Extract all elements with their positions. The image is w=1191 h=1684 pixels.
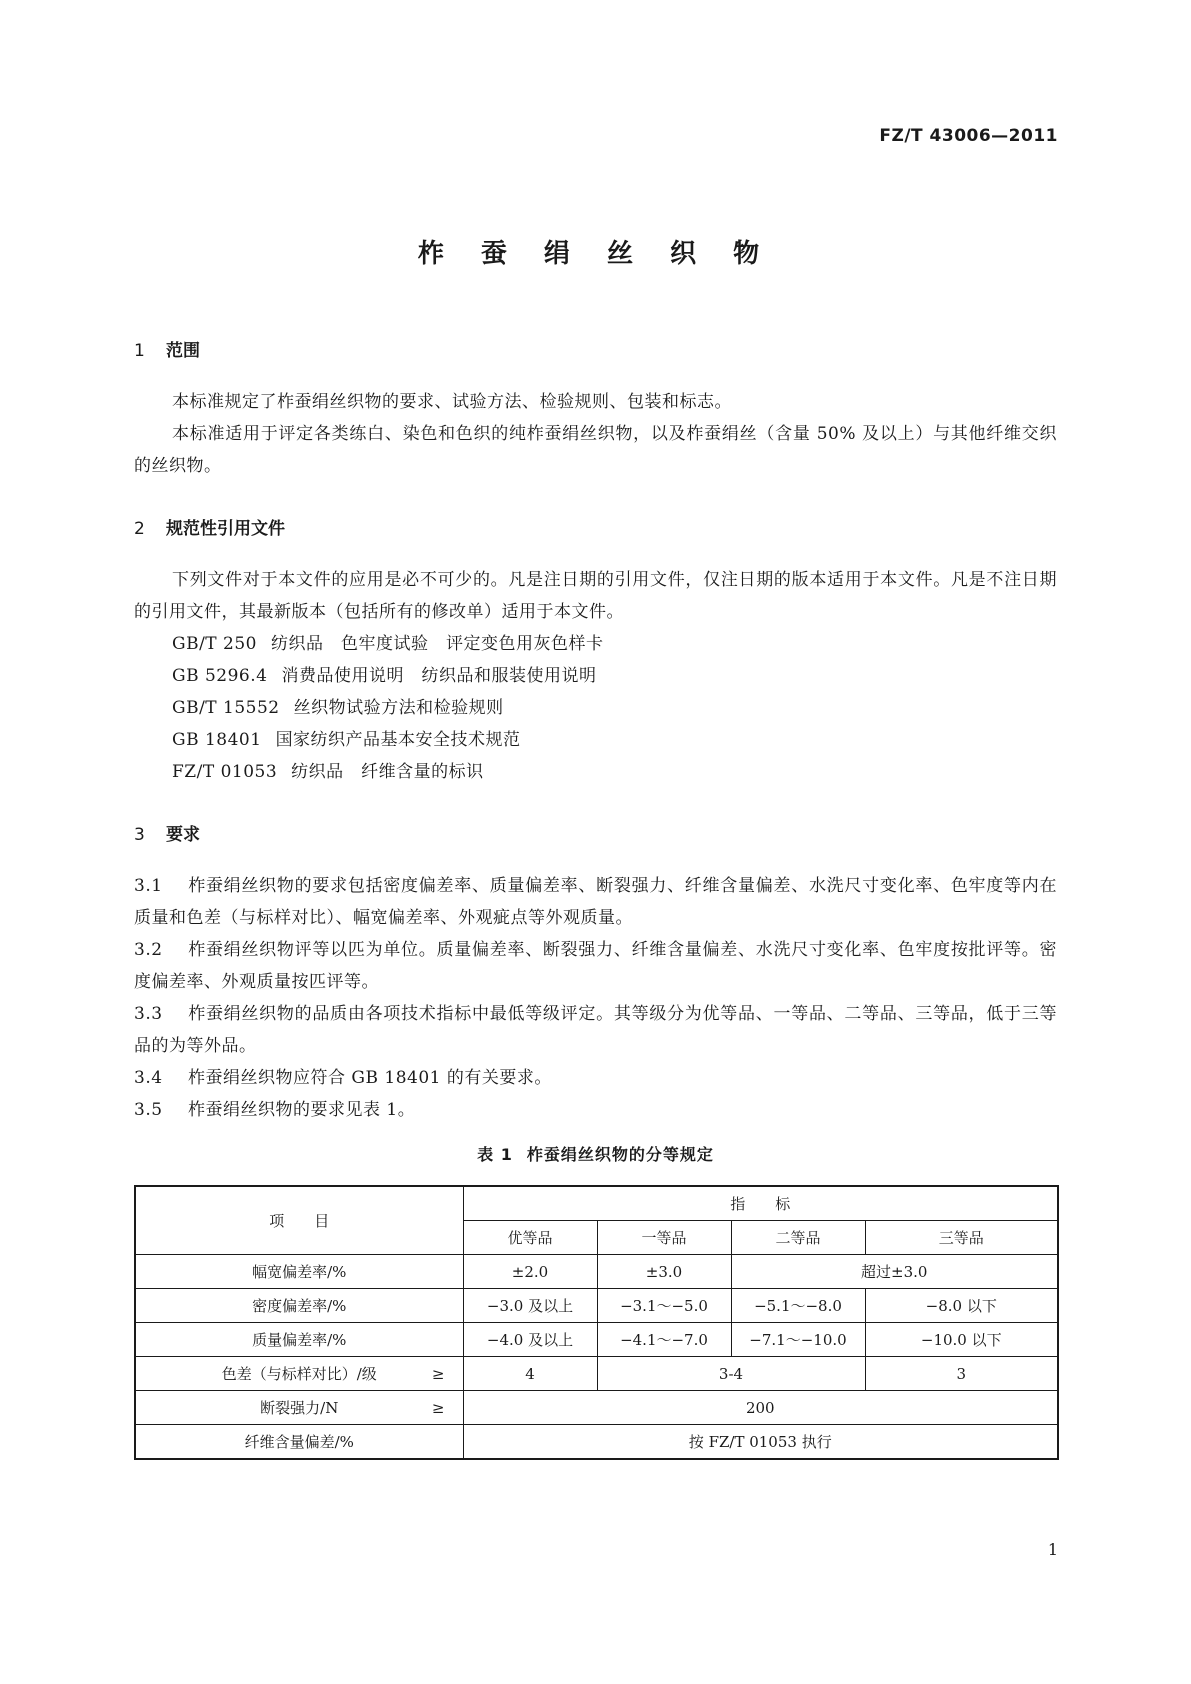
paragraph: 下列文件对于本文件的应用是必不可少的。凡是注日期的引用文件，仅注日期的版本适用于本文件。凡是不注日期的引用文件，其最新版本（包括所有的修改单）适用于本文件。 <box>134 570 1057 622</box>
clause-text: 柞蚕绢丝织物应符合 GB 18401 的有关要求。 <box>188 1068 552 1088</box>
grade-header: 三等品 <box>865 1221 1058 1255</box>
table-cell: −4.1～−7.0 <box>597 1323 731 1357</box>
reference-title: 消费品使用说明 纺织品和服装使用说明 <box>281 666 597 686</box>
clause <box>134 998 1057 1062</box>
table-cell: ±3.0 <box>597 1255 731 1289</box>
table-row <box>135 1289 1058 1323</box>
section-title: 要求 <box>166 825 200 845</box>
reference-title: 国家纺织产品基本安全技术规范 <box>275 730 521 750</box>
table-cell: 超过±3.0 <box>731 1255 1058 1289</box>
table-cell: −3.0 及以上 <box>463 1289 597 1323</box>
table-cell: 按 FZ/T 01053 执行 <box>463 1425 1058 1460</box>
row-label-cell <box>135 1357 463 1391</box>
standard-number: FZ/T 43006—2011 <box>879 126 1058 146</box>
row-label: 断裂强力/N <box>260 1399 339 1417</box>
reference-item <box>172 692 1057 724</box>
table-title: 柞蚕绢丝织物的分等规定 <box>526 1145 714 1164</box>
paragraph: 本标准适用于评定各类练白、染色和色织的纯柞蚕绢丝织物，以及柞蚕绢丝（含量 50% 及以上）与其他纤维交织的丝织物。 <box>134 424 1057 476</box>
table-cell: −3.1～−5.0 <box>597 1289 731 1323</box>
table-number: 表 1 <box>477 1145 513 1164</box>
reference-item <box>172 724 1057 756</box>
clause-number: 3.5 <box>134 1100 163 1120</box>
clause <box>134 870 1057 934</box>
row-label: 质量偏差率/% <box>135 1323 463 1357</box>
table-cell: 4 <box>463 1357 597 1391</box>
document-title: 柞 蚕 绢 丝 织 物 <box>417 239 774 269</box>
row-label: 色差（与标样对比）/级 <box>221 1365 377 1383</box>
greater-equal-symbol: ≥ <box>431 1398 445 1417</box>
table-cell: −8.0 以下 <box>865 1289 1058 1323</box>
clause <box>134 934 1057 998</box>
table-cell: 3 <box>865 1357 1058 1391</box>
reference-code: FZ/T 01053 <box>172 762 278 782</box>
section-number: 1 <box>134 341 145 361</box>
reference-item <box>172 628 1057 660</box>
header-index: 指 标 <box>463 1186 1058 1221</box>
reference-item <box>172 660 1057 692</box>
table-caption <box>134 1142 1057 1165</box>
clause-text: 柞蚕绢丝织物的品质由各项技术指标中最低等级评定。其等级分为优等品、一等品、二等品、三等品，低于三等品的为等外品。 <box>134 1004 1057 1056</box>
row-label-cell <box>135 1391 463 1425</box>
reference-title: 纺织品 纤维含量的标识 <box>291 762 484 782</box>
table-cell: −10.0 以下 <box>865 1323 1058 1357</box>
clause-number: 3.2 <box>134 940 163 960</box>
reference-title: 纺织品 色牢度试验 评定变色用灰色样卡 <box>271 634 604 654</box>
table-row <box>135 1255 1058 1289</box>
grade-header: 优等品 <box>463 1221 597 1255</box>
reference-title: 丝织物试验方法和检验规则 <box>293 698 504 718</box>
table-row <box>135 1323 1058 1357</box>
reference-code: GB/T 250 <box>172 634 257 654</box>
clause-number: 3.3 <box>134 1004 163 1024</box>
table-row <box>135 1425 1058 1460</box>
header-item: 项 目 <box>135 1186 463 1255</box>
reference-code: GB 18401 <box>172 730 262 750</box>
greater-equal-symbol: ≥ <box>431 1364 445 1383</box>
table-cell: −7.1～−10.0 <box>731 1323 865 1357</box>
section-title: 规范性引用文件 <box>166 519 285 539</box>
paragraph: 本标准规定了柞蚕绢丝织物的要求、试验方法、检验规则、包装和标志。 <box>172 392 732 412</box>
clause-number: 3.1 <box>134 876 163 896</box>
table-cell: 3-4 <box>597 1357 865 1391</box>
section-3-heading <box>134 822 1057 848</box>
clause-text: 柞蚕绢丝织物评等以匹为单位。质量偏差率、断裂强力、纤维含量偏差、水洗尺寸变化率、色牢度按批评等。密度偏差率、外观质量按匹评等。 <box>134 940 1057 992</box>
table-cell: ±2.0 <box>463 1255 597 1289</box>
section-1-heading <box>134 338 1057 364</box>
table-cell: −5.1～−8.0 <box>731 1289 865 1323</box>
clause-text: 柞蚕绢丝织物的要求包括密度偏差率、质量偏差率、断裂强力、纤维含量偏差、水洗尺寸变化率、色牢度等内在质量和色差（与标样对比）、幅宽偏差率、外观疵点等外观质量。 <box>134 876 1057 928</box>
reference-code: GB 5296.4 <box>172 666 268 686</box>
reference-item <box>172 756 1057 788</box>
grade-header: 一等品 <box>597 1221 731 1255</box>
grade-header: 二等品 <box>731 1221 865 1255</box>
clause-number: 3.4 <box>134 1068 163 1088</box>
clause <box>134 1094 1057 1126</box>
table-row <box>135 1391 1058 1425</box>
row-label: 幅宽偏差率/% <box>135 1255 463 1289</box>
table-cell: −4.0 及以上 <box>463 1323 597 1357</box>
row-label: 纤维含量偏差/% <box>135 1425 463 1460</box>
table-cell: 200 <box>463 1391 1058 1425</box>
page-number: 1 <box>1047 1540 1058 1559</box>
row-label: 密度偏差率/% <box>135 1289 463 1323</box>
section-number: 3 <box>134 825 145 845</box>
reference-code: GB/T 15552 <box>172 698 280 718</box>
table-header-row <box>135 1186 1058 1221</box>
document-body <box>134 338 1057 1460</box>
section-2-heading <box>134 516 1057 542</box>
table-row <box>135 1357 1058 1391</box>
section-number: 2 <box>134 519 145 539</box>
grading-table <box>134 1185 1059 1460</box>
clause <box>134 1062 1057 1094</box>
clause-text: 柞蚕绢丝织物的要求见表 1。 <box>188 1100 416 1120</box>
section-title: 范围 <box>166 341 200 361</box>
